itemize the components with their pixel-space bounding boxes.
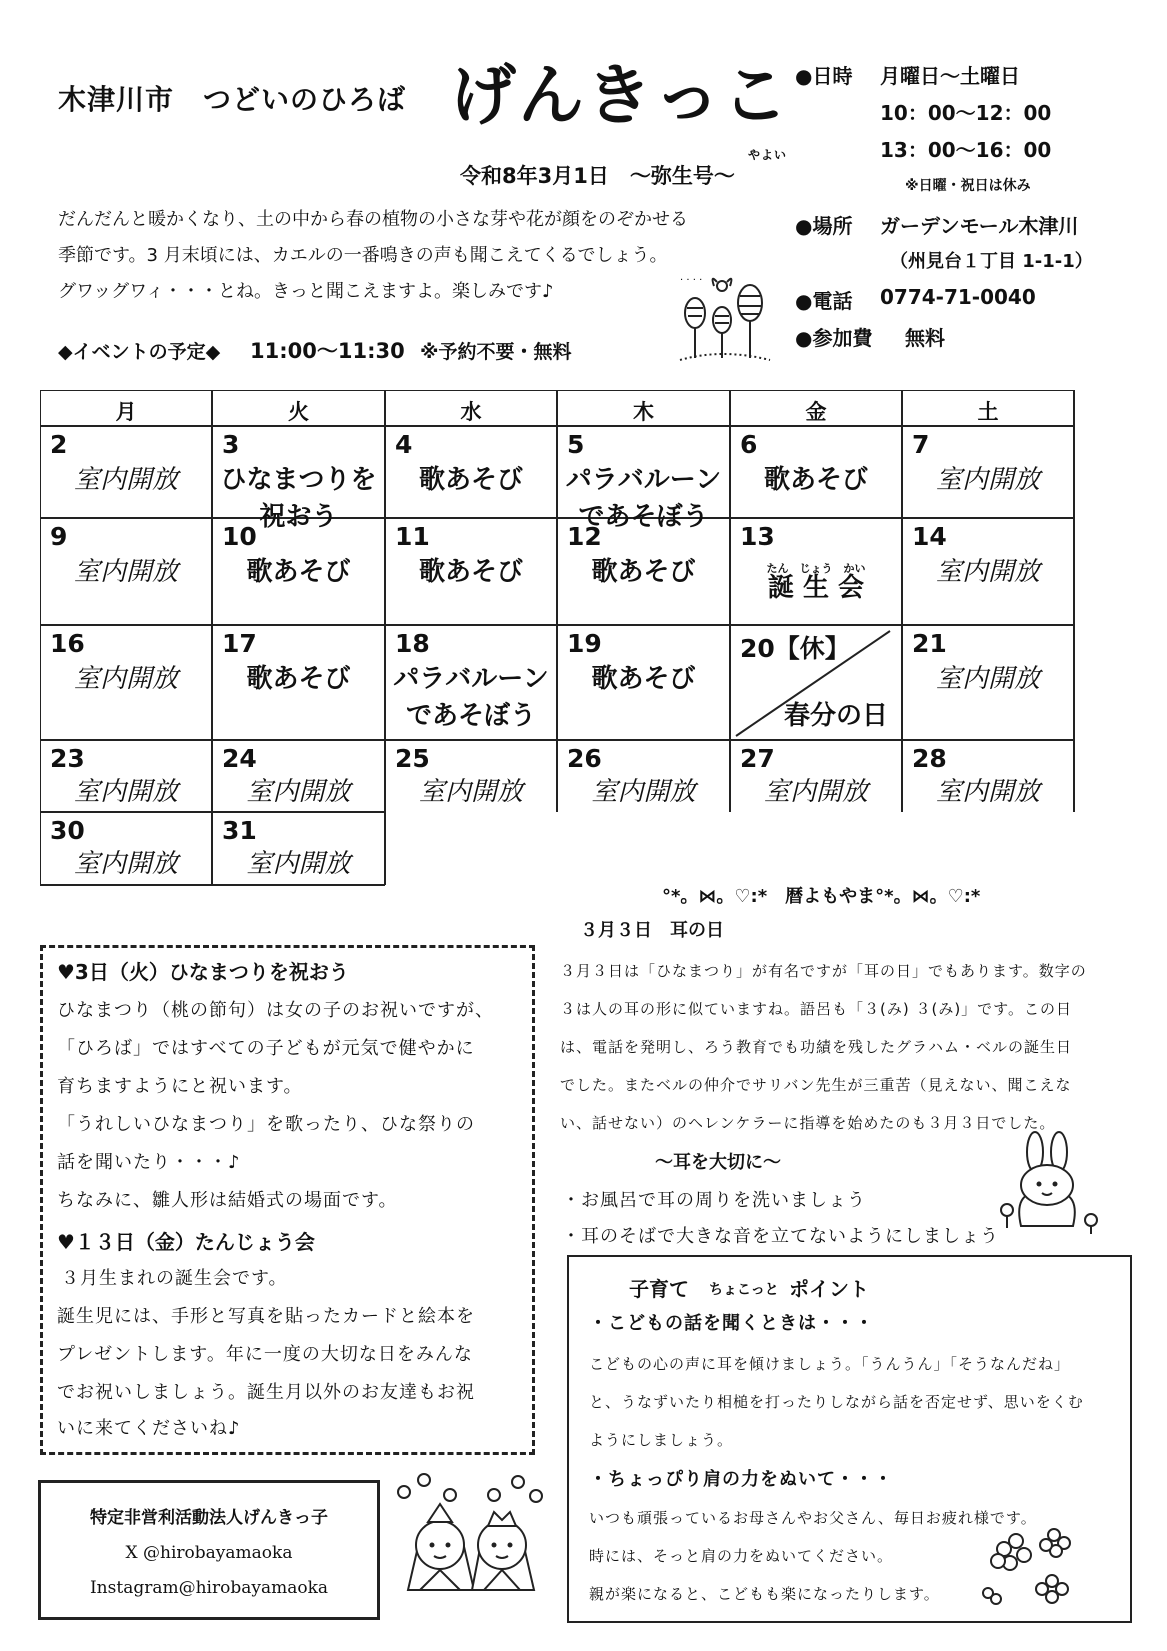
flowers-illustration: [974, 1519, 1084, 1609]
calendar-event-line: であそぼう: [578, 502, 709, 532]
calendar-event-line: 室内開放: [246, 777, 351, 807]
calendar-event: [212, 846, 385, 883]
calendar-event-line: 室内開放: [73, 777, 178, 807]
ear-care-title: 〜耳を大切に〜: [655, 1152, 781, 1173]
calendar-day-number: 9: [50, 522, 68, 551]
almanac-title: °*。⋈。♡:* 暦よもやま°*。⋈。♡:*: [662, 886, 981, 907]
weekday-header: 火: [288, 400, 309, 424]
tips-line: ようにしましょう。: [589, 1431, 734, 1449]
calendar-day-number: 27: [740, 744, 775, 773]
tips-line: 親が楽になると、こどもも楽になったりします。: [589, 1585, 940, 1603]
calendar-day-number: 30: [50, 816, 85, 845]
calendar-day-number: 14: [912, 522, 947, 551]
calendar-event: [212, 554, 385, 591]
weekday-header: 月: [115, 400, 137, 424]
intro-line-3: グワッグワィ・・・とね。きっと聞こえますよ。楽しみです♪: [58, 281, 554, 302]
hina-box: [40, 945, 535, 1455]
calendar-event: [730, 462, 902, 499]
hours-days: 月曜日〜土曜日: [880, 64, 1020, 88]
calendar-event-line: 室内開放: [591, 777, 696, 807]
calendar-day-number: 18: [395, 629, 430, 658]
city-title: 木津川市 つどいのひろば: [58, 83, 407, 116]
calendar-event-line: 室内開放: [935, 557, 1040, 587]
calendar-event-line: 歌あそび: [591, 557, 696, 587]
calendar-event-line: 室内開放: [763, 777, 868, 807]
calendar-event-line: 歌あそび: [591, 664, 696, 694]
calendar-event-line: ひなまつりを: [220, 465, 377, 495]
rabbit-illustration: [995, 1130, 1105, 1240]
tips-box: [567, 1255, 1132, 1623]
tips-title-b: ちょこっと: [709, 1282, 779, 1298]
tips-line: こどもの心の声に耳を傾けましょう。「うんうん」「そうなんだね」: [589, 1355, 1071, 1373]
hina-line: 育ちますようにと祝います。: [57, 1076, 303, 1097]
weekday-header: 土: [977, 400, 999, 424]
calendar-event: [212, 774, 385, 811]
place-address: （州見台１丁目 1-1-1）: [890, 251, 1093, 272]
tips-line: 時には、そっと肩の力をぬいてください。: [589, 1547, 894, 1565]
tips-title-c: ポイント: [789, 1277, 869, 1301]
birthday-line: ３月生まれの誕生会です。: [61, 1268, 288, 1289]
calendar-event: [40, 774, 212, 811]
tips-heading: ・ちょっぴり肩の力をぬいて・・・: [589, 1469, 893, 1490]
calendar-event: [730, 774, 902, 811]
hours-am: 10：00〜12：00: [880, 101, 1052, 125]
calendar-event: [40, 462, 212, 499]
calendar-event-ruby: たん じょう かい: [766, 562, 866, 575]
calendar-day-number: 24: [222, 744, 257, 773]
almanac-line: でした。またベルの仲介でサリバン先生が三重苦（見えない、聞こえな: [560, 1076, 1072, 1094]
calendar-event-line: 室内開放: [73, 664, 178, 694]
calendar-day-number: 10: [222, 522, 257, 551]
calendar-event-line: 室内開放: [935, 664, 1040, 694]
calendar-event: [557, 774, 730, 811]
calendar-day-number: 11: [395, 522, 430, 551]
hina-heading: ♥3日（火）ひなまつりを祝おう: [57, 960, 349, 984]
calendar-day-number: 7: [912, 430, 930, 459]
hina-line: ちなみに、雛人形は結婚式の場面です。: [57, 1190, 398, 1211]
calendar-event-line: パラバルーン: [393, 664, 549, 694]
hina-line: ひなまつり（桃の節句）は女の子のお祝いですが、: [57, 1000, 494, 1021]
org-x-account[interactable]: X @hirobayamaoka: [125, 1543, 293, 1563]
calendar-event-line: であそぼう: [405, 701, 536, 731]
calendar-event: [902, 661, 1074, 698]
calendar-event-line: 歌あそび: [763, 465, 868, 495]
weekday-header: 木: [633, 400, 654, 424]
event-calendar: [40, 390, 1134, 935]
calendar-day-number: 23: [50, 744, 85, 773]
calendar-event-line: 祝おう: [259, 502, 338, 532]
calendar-day-number: 20【休】: [740, 634, 850, 663]
calendar-event: [385, 462, 557, 499]
tips-line: と、うなずいたり相槌を打ったりしながら話を否定せず、思いをくむ: [589, 1393, 1084, 1411]
calendar-event: [902, 774, 1074, 811]
calendar-event: [40, 554, 212, 591]
calendar-day-number: 13: [740, 522, 775, 551]
calendar-day-number: 2: [50, 430, 68, 459]
newsletter-title: げんきっこ: [450, 57, 790, 134]
calendar-day-number: 16: [50, 629, 85, 658]
calendar-day-number: 28: [912, 744, 947, 773]
birthday-line: いに来てくださいね♪: [57, 1418, 241, 1439]
calendar-event-line: 室内開放: [935, 777, 1040, 807]
issue-ruby: やよい: [748, 148, 788, 162]
svg-text:· · · ·: · · · ·: [680, 275, 703, 286]
almanac-line: ３は人の耳の形に似ていますね。語呂も「３(み) ３(み)」です。この日: [560, 1000, 1072, 1018]
almanac-line: は、電話を発明し、ろう教育でも功績を残したグラハム・ベルの誕生日: [560, 1038, 1073, 1056]
almanac-subtitle: ３月３日 耳の日: [580, 920, 724, 941]
calendar-event: [557, 661, 730, 698]
calendar-event: [212, 661, 385, 698]
calendar-event: [557, 554, 730, 591]
weekday-header: 水: [460, 400, 482, 424]
calendar-event-line: 室内開放: [73, 849, 178, 879]
calendar-event: [750, 698, 922, 735]
calendar-event: [902, 462, 1074, 499]
fee-value: 無料: [905, 326, 945, 350]
phone-label: ●電話: [795, 289, 853, 313]
calendar-event-line: 歌あそび: [418, 557, 523, 587]
tips-heading: ・こどもの話を聞くときは・・・: [589, 1313, 874, 1334]
calendar-day-number: 12: [567, 522, 602, 551]
calendar-event: [40, 846, 212, 883]
calendar-event-line: 誕 生 会: [767, 573, 865, 603]
calendar-day-number: 19: [567, 629, 602, 658]
calendar-event-line: パラバルーン: [565, 465, 722, 495]
calendar-day-number: 25: [395, 744, 430, 773]
calendar-day-number: 26: [567, 744, 602, 773]
calendar-event-line: 室内開放: [418, 777, 523, 807]
almanac-line: ３月３日は「ひなまつり」が有名ですが「耳の日」でもあります。数字の: [560, 962, 1087, 980]
calendar-day-number: 31: [222, 816, 257, 845]
tips-line: いつも頑張っているお母さんやお父さん、毎日お疲れ様です。: [589, 1509, 1037, 1527]
calendar-event-line: 室内開放: [935, 465, 1040, 495]
birthday-line: 誕生児には、手形と写真を貼ったカードと絵本を: [57, 1306, 475, 1327]
calendar-event: [385, 554, 557, 591]
calendar-event: [902, 554, 1074, 591]
almanac-line: い、話せない）のヘレンケラーに指導を始めたのも３月３日でした。: [560, 1114, 1056, 1132]
org-instagram-account[interactable]: Instagram@hirobayamaoka: [89, 1578, 329, 1598]
calendar-day-number: 5: [567, 430, 585, 459]
birthday-heading: ♥１３日（金）たんじょう会: [57, 1230, 315, 1254]
calendar-event-line: 室内開放: [73, 557, 178, 587]
sprout-illustration: [670, 268, 775, 368]
calendar-event-line: 室内開放: [246, 849, 351, 879]
calendar-day-number: 4: [395, 430, 413, 459]
calendar-event: [385, 661, 557, 735]
place-value: ガーデンモール木津川: [880, 214, 1079, 238]
calendar-event-line: 室内開放: [73, 465, 178, 495]
events-time: 11:00〜11:30: [250, 339, 405, 363]
calendar-day-number: 17: [222, 629, 257, 658]
events-label: ◆イベントの予定◆: [58, 341, 221, 363]
hours-pm: 13：00〜16：00: [880, 138, 1052, 162]
calendar-event: [385, 774, 557, 811]
calendar-event-line: 歌あそび: [418, 465, 523, 495]
ear-care-item: ・お風呂で耳の周りを洗いましょう: [562, 1190, 866, 1211]
hina-line: 「うれしいひなまつり」を歌ったり、ひな祭りの: [57, 1114, 475, 1135]
phone-value: 0774-71-0040: [880, 285, 1036, 309]
calendar-event: [40, 661, 212, 698]
fee-label: ●参加費: [795, 326, 873, 350]
issue-date: 令和8年3月1日 〜弥生号〜: [460, 164, 735, 188]
hina-line: 話を聞いたり・・・♪: [57, 1152, 241, 1173]
birthday-line: でお祝いしましょう。誕生月以外のお友達もお祝: [57, 1382, 475, 1403]
weekday-header: 金: [805, 400, 827, 424]
tips-title-a: 子育て: [629, 1277, 689, 1301]
intro-line-2: 季節です。3 月末頃には、カエルの一番鳴きの声も聞こえてくるでしょう。: [58, 245, 668, 266]
hina-dolls-illustration: [390, 1470, 550, 1620]
intro-line-1: だんだんと暖かくなり、土の中から春の植物の小さな芽や花が顔をのぞかせる: [58, 209, 688, 230]
calendar-event-line: 歌あそび: [246, 557, 351, 587]
hours-label: ●日時: [795, 64, 853, 88]
calendar-event-line: 歌あそび: [246, 664, 351, 694]
org-name: 特定非営利活動法人げんきっ子: [90, 1508, 328, 1528]
ear-care-item: ・耳のそばで大きな音を立てないようにしましょう: [562, 1226, 999, 1247]
org-box: [38, 1480, 380, 1620]
calendar-day-number: 6: [740, 430, 758, 459]
place-label: ●場所: [795, 214, 853, 238]
events-note: ※予約不要・無料: [420, 341, 572, 363]
calendar-day-number: 21: [912, 629, 947, 658]
calendar-day-number: 3: [222, 430, 240, 459]
hina-line: 「ひろば」ではすべての子どもが元気で健やかに: [57, 1038, 475, 1059]
birthday-line: プレゼントします。年に一度の大切な日をみんな: [57, 1344, 473, 1365]
calendar-event-line: 春分の日: [783, 701, 888, 731]
hours-note: ※日曜・祝日は休み: [905, 178, 1031, 194]
